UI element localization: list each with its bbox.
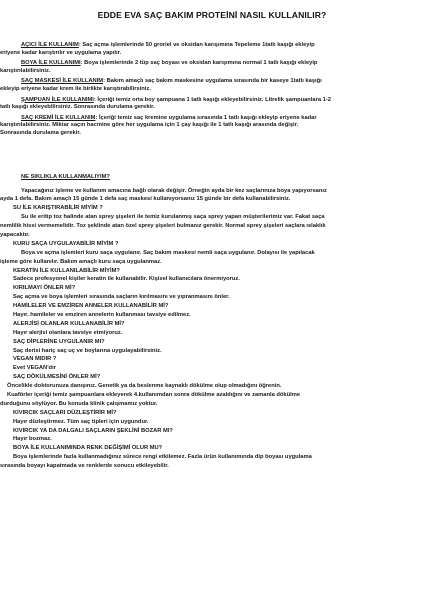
usage-text: : Bakım amaçlı saç bakım maskesine uygulama sırasında bir kaseye 1tatlı kaşığı	[103, 78, 322, 85]
faq-answer: Boya ve açma işlemleri kuru saça uygulanır. Saç bakım maskesi nemli saça uygulanır. Dolayısı ile yapılacak	[21, 249, 315, 256]
usage-text: : İçeriği temiz orta boy şampuana 1 tatlı kaşığı ekleyebilirsiniz. Litrelik şampuanlara 1-2	[93, 96, 331, 103]
faq-question: KERATİN İLE KULLANILABİLİR MİYİM?	[13, 267, 120, 274]
usage-text: : İçeriği temiz saç kremine uygulama sırasında 1 tatlı kaşığı ekleyip eriyene kadar	[95, 114, 317, 121]
faq-intro-2: ayda 1 defa. Bakım amaçlı 15 günde 1 defa saç maskesi kullanıyorsanız 15 günde bir defa kullanabilirsiniz.	[0, 196, 291, 203]
faq-intro-1: Yapacağınız işleme ve kullanım amacına bağlı olarak değişir. Örneğin ayda bir kez saçlarınıza boya yapıyorsanız	[21, 187, 327, 194]
usage-item-sampuan	[0, 97, 424, 105]
usage-item-boya-cont: karıştırılabilirsiniz.	[0, 67, 51, 74]
faq-question: HAMİLELER VE EMZİREN ANNELER KULLANABİLİR Mİ?	[13, 303, 169, 310]
faq-answer: Saç derisi hariç saç uç ve boylarına uygulayabilirsiniz.	[13, 347, 162, 354]
usage-section	[0, 42, 424, 138]
faq-answer: Evet VEGAN'dır	[13, 365, 56, 372]
usage-label: BOYA İLE KULLANIMI	[21, 60, 81, 67]
usage-item-acici-cont: eriyene kadar karıştırılır ve uygulama yapılır.	[0, 49, 122, 56]
faq-question: SAÇ DİPLERİNE UYGULANIR MI?	[13, 338, 105, 345]
faq-question: KIVIRCIK SAÇLARI DÜZLEŞTİRİR Mİ?	[13, 409, 117, 416]
faq-question: ALERJİSİ OLANLAR KULLANABİLİR Mİ?	[13, 320, 125, 327]
faq-question: SU İLE KARIŞTIRABİLİR MİYİM ?	[13, 205, 103, 212]
usage-label: AÇICI İLE KULLANIM	[21, 42, 79, 48]
usage-item-krem-cont: karıştırılabilirsiniz. Miktar saçın hacmine göre her uygulama için 1 çay kaşığı ile 1 tatlı kaşığı arasında değişir.	[0, 122, 299, 129]
faq-answer: Boya işlemlerinde fazla kullanmadığınız sürece rengi etkilemez. Fazla ürün kullanımında dip boyası uygulama	[13, 454, 312, 461]
faq-answer: Öncelikle doktorunuza danışınız. Genetik ya da beslenme kaynaklı dökülme olup olmadığını öğrenin.	[7, 383, 282, 390]
usage-item-krem	[0, 115, 424, 123]
usage-text: : Boya işlemlerinde 2 tüp saç boyası ve oksidan karışımına normal 1 tatlı kaşığı ekleyip	[80, 60, 318, 67]
faq-section	[0, 188, 424, 471]
usage-item-acici	[0, 42, 424, 50]
faq-answer: Hayır düzleştirmez. Tüm saç tipleri için uygundur.	[13, 418, 149, 425]
faq-answer: Su ile eritip toz halinde atan sprey şişeleri ile temiz kurulanmış saça sprey yapan müşterilerimiz var. Fakat saça	[21, 214, 325, 221]
usage-item-krem-cont2: Sonrasında durulama gerekir.	[0, 129, 81, 136]
faq-question: KIRILMAYI ÖNLER Mİ?	[13, 285, 76, 292]
faq-answer: işleme göre kullanılır. Bakım amaçlı kuru saça uygulanmaz.	[0, 258, 162, 265]
faq-answer: yapacaktır.	[0, 231, 30, 238]
faq-question: SAÇ DÖKÜLMESİNİ ÖNLER Mİ?	[13, 374, 101, 381]
usage-label: SAÇ KREMİ İLE KULLANIM	[21, 114, 96, 121]
faq-answer: nemlilik hissi vermemelidir. Toz şeklinde atan özel sprey şişeleri bulmanız gerekir. Normal sprey şişeleri saçlara ıslaklık	[0, 223, 326, 230]
faq-answer: durduğunu söylüyor. Bu konuda klinik çalışmamız yoktur.	[0, 400, 158, 407]
faq-heading: NE SIKLIKLA KULLANMALIYIM?	[21, 173, 110, 180]
faq-answer: Hayır bozmaz.	[13, 436, 52, 443]
faq-question: KIVIRCIK YA DA DALGALI SAÇLARIN ŞEKLİNİ BOZAR MI?	[13, 427, 173, 434]
usage-label: SAÇ MASKESİ İLE KULLANIM	[21, 78, 104, 85]
faq-answer: Hayır. hamileler ve emziren annelerin kullanması tavsiye edilmez.	[13, 312, 191, 318]
faq-question: VEGAN MIDIR ?	[13, 356, 57, 363]
faq-answer: sırasında boyayı kapatmada ve renklerde sonucu etkileyebilir.	[0, 463, 169, 470]
faq-answer: Hayır alerjisi olanlara tavsiye etmiyoruz.	[13, 329, 123, 336]
usage-text: : Saç açma işlemlerinde 50 groriel ve oksidan karışımına Tepeleme 1tatlı kaşığı ekleyip	[78, 42, 315, 48]
usage-item-maske	[0, 78, 424, 86]
faq-question: BOYA İLE KULLANIMINDA RENK DEĞİŞİMİ OLUR MU?	[13, 445, 163, 452]
usage-item-boya	[0, 60, 424, 68]
faq-answer: Sadece profesyonel kişiler keratin ile kullanabilir. Kişisel kullanıcılara önermiyoruz.	[13, 276, 240, 283]
usage-item-maske-cont: ekleyip eriyene kadar krem ile birlikte karıştırabilirsiniz.	[0, 85, 151, 92]
usage-label: ŞAMPUAN İLE KULLANIMI	[21, 96, 94, 103]
faq-answer: Kuaförler içeriği temiz şampuanlara ekleyerek 4.kullanımdan sonra dökülme azaldığını ve zamanla dökülme	[7, 392, 301, 399]
usage-item-sampuan-cont: tatlı kaşığı ekleyebilirsiniz. Sonrasında durulama gerekir.	[0, 104, 155, 111]
faq-answer: Saç açma ve boya işlemleri sırasında saçların kırılmasını ve yıpranmasını önler.	[13, 294, 230, 301]
page-title: EDDE EVA SAÇ BAKIM PROTEİNİ NASIL KULLANILIR?	[97, 10, 327, 20]
faq-question: KURU SAÇA UYGULAYABİLİR MİYİM ?	[13, 240, 119, 247]
